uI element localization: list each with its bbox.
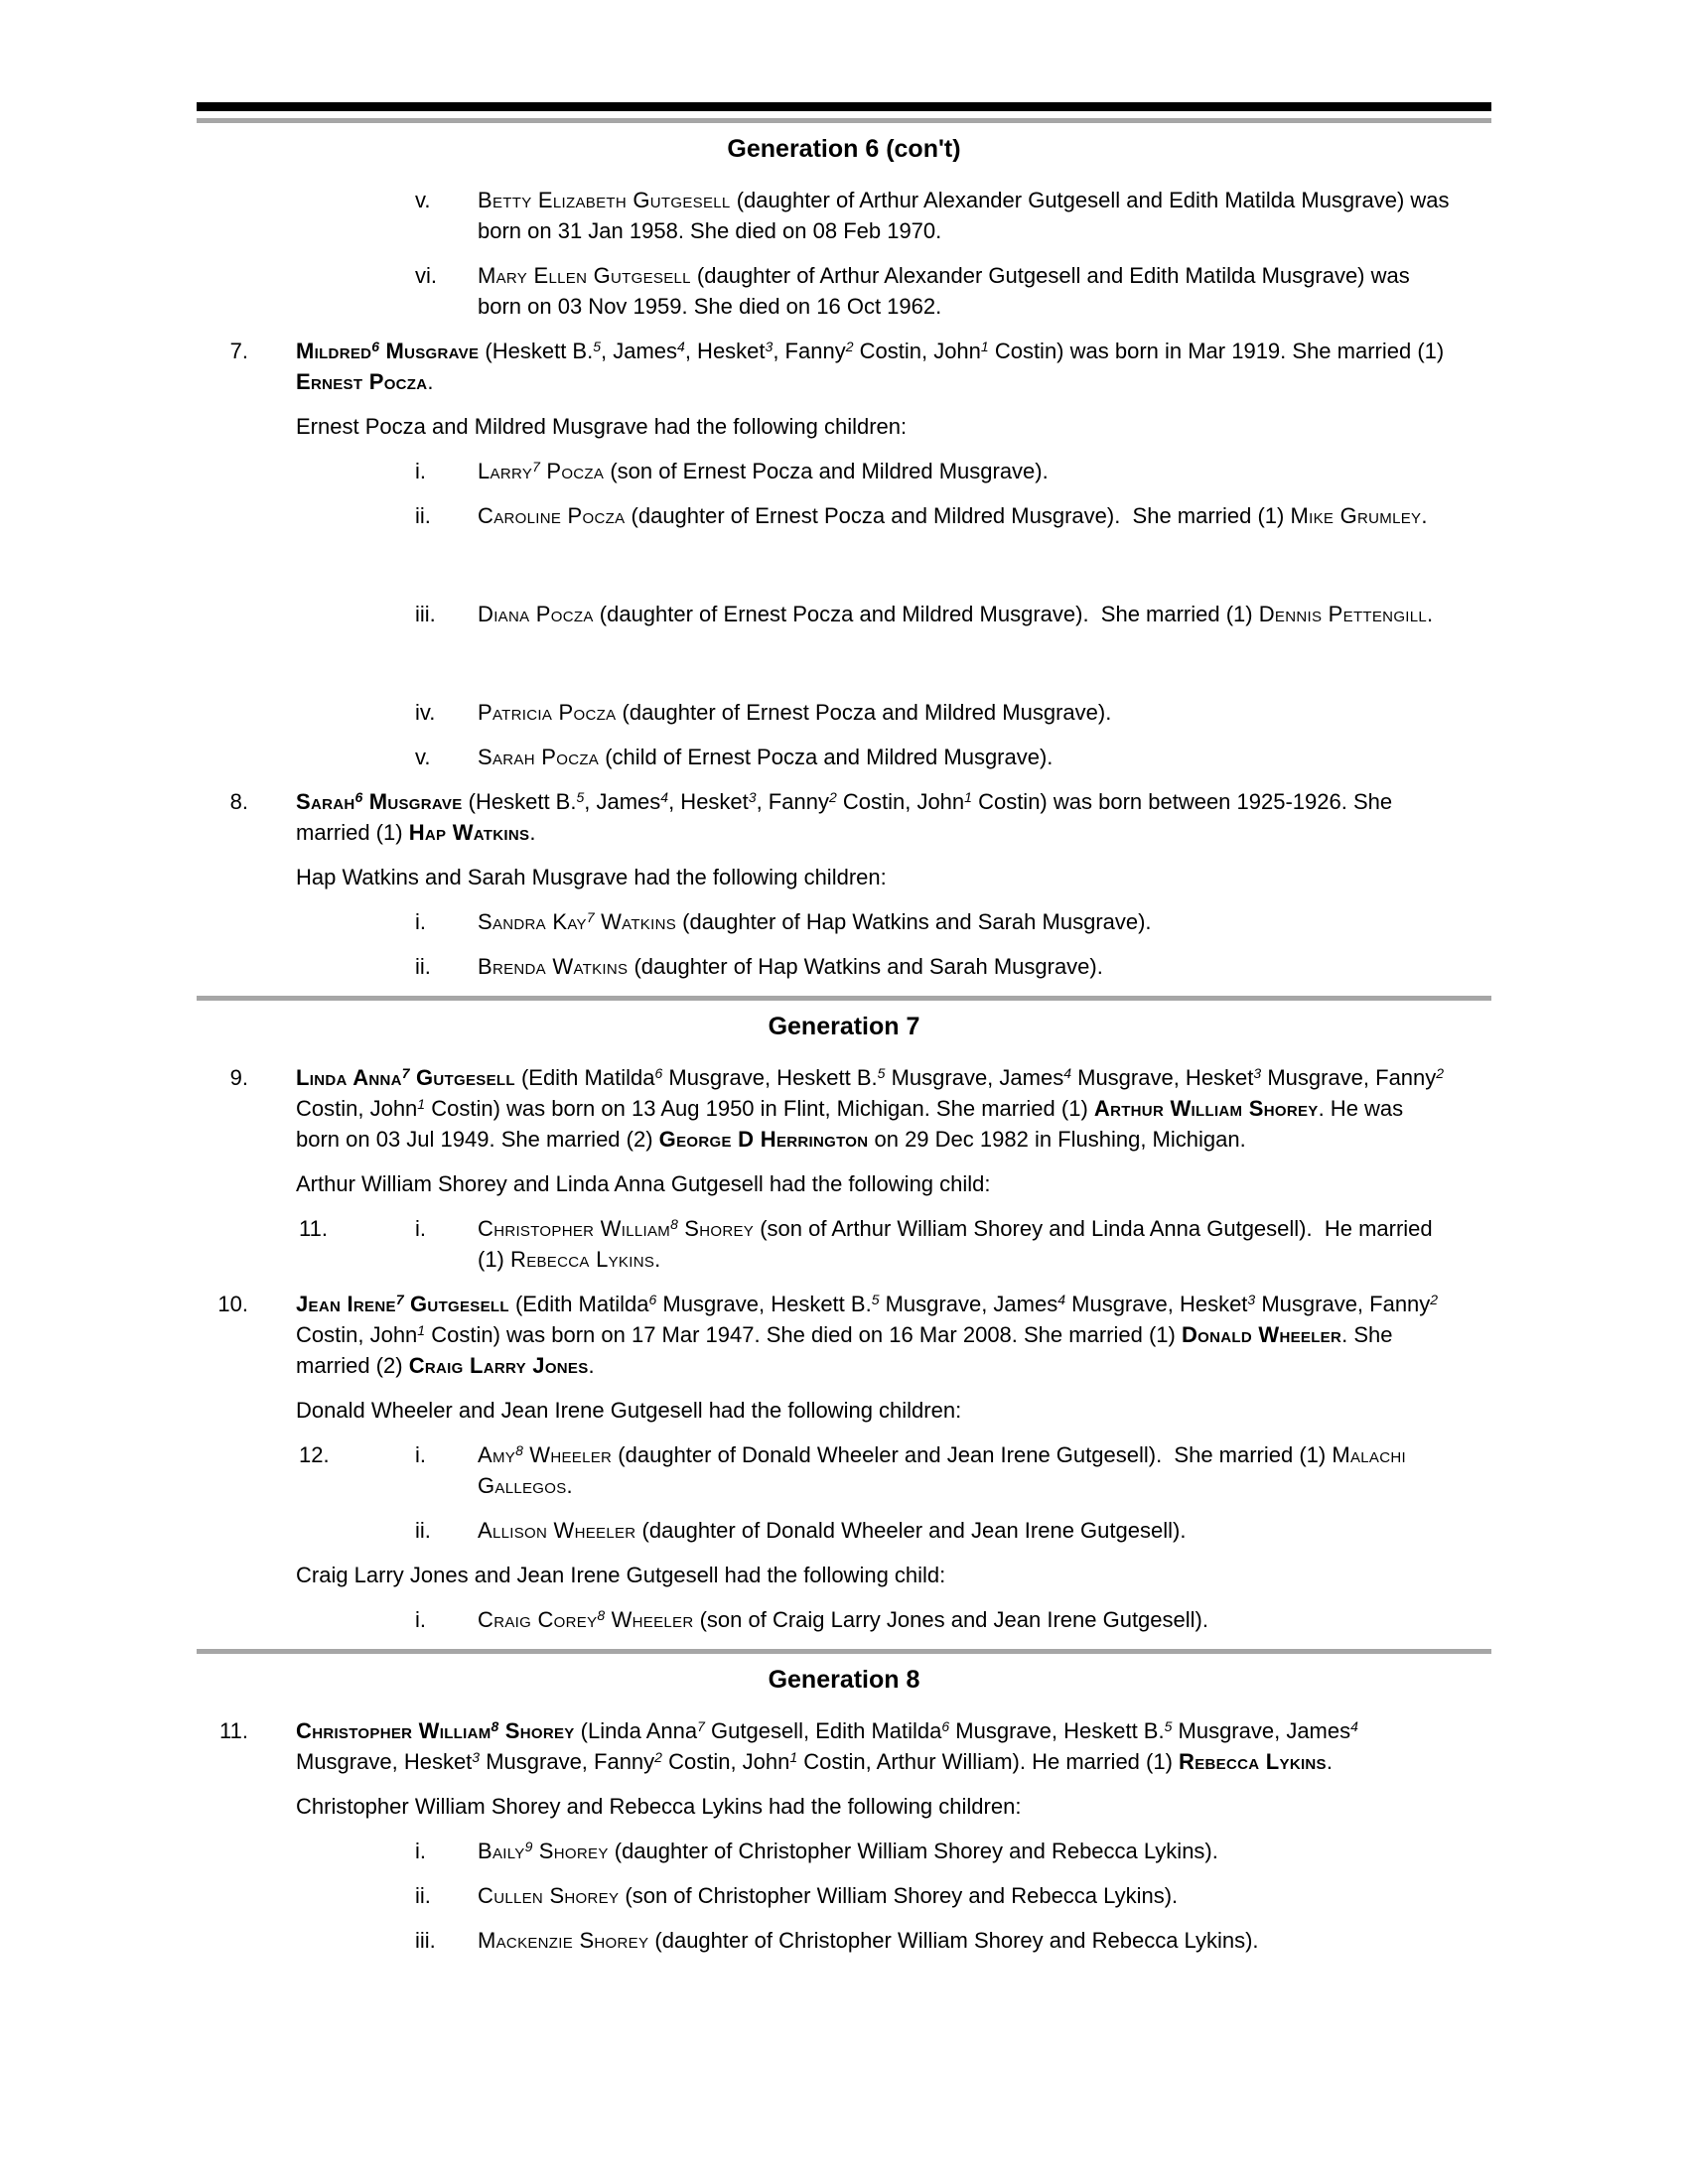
name-small-caps: Brenda Watkins: [478, 954, 629, 979]
section-heading: Generation 7: [768, 1013, 920, 1040]
plain-text: (son of Ernest Pocza and Mildred Musgrave).: [604, 459, 1049, 483]
child-entry: [197, 1880, 1491, 1911]
child-text: [478, 1515, 1456, 1546]
generation-superscript: 1: [417, 1096, 426, 1112]
name-small-caps: Musgrave: [379, 339, 480, 363]
generation-section: [197, 1649, 1491, 1956]
name-small-caps: Baily: [478, 1839, 525, 1863]
child-roman-numeral: i.: [415, 1607, 426, 1632]
plain-text: , James: [584, 789, 661, 814]
child-entry: [197, 599, 1491, 629]
name-small-caps: Shorey: [677, 1216, 755, 1241]
person-entry: [197, 1289, 1491, 1381]
plain-text: Musgrave, Fanny: [1255, 1292, 1431, 1316]
name-small-caps: Craig Corey: [478, 1607, 598, 1632]
plain-text: Costin) was born on 13 Aug 1950 in Flint, Michigan. She married (1): [425, 1096, 1094, 1121]
child-roman-numeral: i.: [415, 909, 426, 934]
name-small-caps: Jean Irene: [296, 1292, 396, 1316]
family-paragraph: [296, 1560, 1452, 1590]
person-text: [296, 1715, 1452, 1777]
plain-text: on 29 Dec 1982 in Flushing, Michigan.: [868, 1127, 1246, 1152]
person-number: 10.: [217, 1292, 248, 1316]
child-reference-number: [299, 1604, 415, 1635]
child-entry: [197, 697, 1491, 728]
plain-text: Donald Wheeler and Jean Irene Gutgesell had the following children:: [296, 1398, 962, 1423]
report-body: [197, 118, 1491, 1956]
child-reference-number: [299, 599, 415, 629]
section-heading: Generation 8: [768, 1666, 920, 1694]
name-small-caps: Musgrave: [362, 789, 463, 814]
plain-text: (Linda Anna: [574, 1718, 698, 1743]
plain-text: Gutgesell, Edith Matilda: [704, 1718, 942, 1743]
plain-text: Arthur William Shorey and Linda Anna Gutgesell had the following child:: [296, 1171, 991, 1196]
top-border-bar: [197, 102, 1491, 111]
child-reference-number: [299, 742, 415, 772]
generation-superscript: 2: [654, 1749, 662, 1765]
generation-superscript: 4: [1063, 1065, 1071, 1081]
generation-superscript: 5: [593, 339, 601, 354]
person-number: 8.: [229, 789, 248, 814]
child-entry: [197, 1925, 1491, 1956]
section-heading: Generation 6 (con't): [727, 135, 961, 163]
generation-superscript: 6: [648, 1292, 657, 1307]
child-text: [478, 185, 1456, 246]
plain-text: (daughter of Arthur Alexander Gutgesell and Edith Matilda Musgrave) was born on 31 Jan 1958. She died on 08 Feb 1970.: [478, 188, 1456, 243]
child-entry: [197, 456, 1491, 486]
generation-superscript: 4: [660, 789, 669, 805]
name-small-caps: Malachi Gallegos: [478, 1442, 1413, 1498]
child-text: [478, 1925, 1456, 1956]
child-roman-numeral: i.: [415, 1216, 426, 1241]
generation-section: [197, 118, 1491, 982]
plain-text: Musgrave, James: [1172, 1718, 1351, 1743]
plain-text: Costin, Arthur William). He married (1): [797, 1749, 1180, 1774]
child-roman-numeral: i.: [415, 1442, 426, 1467]
generation-superscript: 3: [472, 1749, 481, 1765]
plain-text: .: [588, 1353, 595, 1378]
child-entry: [197, 1213, 1491, 1275]
name-small-caps: Ernest Pocza: [296, 369, 428, 394]
plain-text: .: [529, 820, 536, 845]
page-content: [197, 102, 1491, 1970]
plain-text: Costin) was born between 1925-1926. She married (1): [296, 789, 1399, 845]
child-reference-number: 11.: [299, 1216, 328, 1241]
plain-text: Christopher William Shorey and Rebecca Lykins had the following children:: [296, 1794, 1022, 1819]
child-roman-numeral: vi.: [415, 263, 437, 288]
plain-text: (daughter of Christopher William Shorey and Rebecca Lykins).: [648, 1928, 1259, 1953]
child-roman-numeral: ii.: [415, 1518, 431, 1543]
plain-text: (daughter of Christopher William Shorey and Rebecca Lykins).: [608, 1839, 1218, 1863]
child-roman-numeral: i.: [415, 1839, 426, 1863]
plain-text: (daughter of Ernest Pocza and Mildred Musgrave). She married (1): [593, 602, 1259, 626]
plain-text: Costin, John: [661, 1749, 790, 1774]
plain-text: .: [1421, 503, 1428, 528]
child-roman-numeral: iii.: [415, 1928, 436, 1953]
name-small-caps: Shorey: [532, 1839, 609, 1863]
child-text: [478, 260, 1456, 322]
generation-superscript: 6: [354, 789, 363, 805]
child-entry: [197, 951, 1491, 982]
name-small-caps: Mackenzie Shorey: [478, 1928, 649, 1953]
generation-superscript: 3: [1247, 1292, 1256, 1307]
name-small-caps: Pocza: [539, 459, 605, 483]
name-small-caps: Craig Larry Jones: [408, 1353, 589, 1378]
person-entry: [197, 336, 1491, 397]
name-small-caps: Cullen Shorey: [478, 1883, 620, 1908]
plain-text: (daughter of Hap Watkins and Sarah Musgrave).: [676, 909, 1152, 934]
plain-text: , Hesket: [684, 339, 766, 363]
name-small-caps: Mildred: [296, 339, 372, 363]
child-text: [478, 1213, 1456, 1275]
generation-superscript: 8: [670, 1216, 678, 1232]
child-roman-numeral: v.: [415, 188, 431, 212]
name-small-caps: Arthur William Shorey: [1093, 1096, 1319, 1121]
name-small-caps: Rebecca Lykins: [510, 1247, 655, 1272]
child-text: [478, 1439, 1456, 1501]
person-number: 9.: [229, 1065, 248, 1090]
child-reference-number: 12.: [299, 1442, 330, 1467]
generation-superscript: 3: [765, 339, 774, 354]
child-entry: [197, 742, 1491, 772]
child-entry: [197, 260, 1491, 322]
plain-text: Musgrave, Hesket: [296, 1718, 1365, 1774]
child-text: [478, 599, 1456, 629]
generation-superscript: 2: [1430, 1292, 1439, 1307]
name-small-caps: George D Herrington: [658, 1127, 869, 1152]
section-divider-rule: [197, 118, 1491, 123]
plain-text: (daughter of Arthur Alexander Gutgesell and Edith Matilda Musgrave) was born on 03 Nov 1959. She died on 16 Oct 1962.: [478, 263, 1416, 319]
name-small-caps: Betty Elizabeth Gutgesell: [478, 188, 731, 212]
generation-superscript: 2: [1436, 1065, 1445, 1081]
child-roman-numeral: iii.: [415, 602, 436, 626]
plain-text: .: [1427, 602, 1434, 626]
generation-superscript: 1: [980, 339, 989, 354]
plain-text: Costin, John: [296, 1065, 1451, 1121]
name-small-caps: Donald Wheeler: [1181, 1322, 1342, 1347]
person-number: 11.: [219, 1718, 248, 1743]
name-small-caps: Sandra Kay: [478, 909, 587, 934]
generation-superscript: 5: [576, 789, 585, 805]
plain-text: (daughter of Donald Wheeler and Jean Irene Gutgesell). She married (1): [612, 1442, 1333, 1467]
child-roman-numeral: ii.: [415, 954, 431, 979]
child-text: [478, 456, 1456, 486]
child-text: [478, 500, 1456, 531]
plain-text: Musgrave, Hesket: [1071, 1065, 1254, 1090]
plain-text: Musgrave, James: [885, 1065, 1064, 1090]
child-roman-numeral: v.: [415, 745, 431, 769]
child-reference-number: [299, 1925, 415, 1956]
child-reference-number: [299, 185, 415, 246]
generation-superscript: 7: [586, 909, 595, 925]
name-small-caps: Sarah Pocza: [478, 745, 600, 769]
person-text: [296, 336, 1452, 397]
name-small-caps: Linda Anna: [296, 1065, 402, 1090]
generation-superscript: 4: [677, 339, 685, 354]
generation-superscript: 2: [845, 339, 854, 354]
person-text: [296, 1289, 1452, 1381]
child-text: [478, 906, 1456, 937]
family-paragraph: [296, 1395, 1452, 1426]
generation-superscript: 4: [1350, 1718, 1358, 1734]
name-small-caps: Watkins: [594, 909, 677, 934]
person-entry: [197, 1715, 1491, 1777]
plain-text: (daughter of Ernest Pocza and Mildred Musgrave). She married (1): [625, 503, 1291, 528]
name-small-caps: Dennis Pettengill: [1258, 602, 1428, 626]
plain-text: (Heskett B.: [462, 789, 577, 814]
child-reference-number: [299, 500, 415, 531]
child-text: [478, 951, 1456, 982]
child-reference-number: [299, 456, 415, 486]
generation-superscript: 9: [524, 1839, 533, 1854]
name-small-caps: Mary Ellen Gutgesell: [478, 263, 691, 288]
generation-superscript: 6: [371, 339, 380, 354]
plain-text: Musgrave, Heskett B.: [662, 1065, 878, 1090]
child-entry: [197, 1836, 1491, 1866]
plain-text: (Edith Matilda: [514, 1065, 655, 1090]
plain-text: Musgrave, James: [879, 1292, 1058, 1316]
plain-text: Musgrave, Heskett B.: [656, 1292, 872, 1316]
name-small-caps: Caroline Pocza: [478, 503, 626, 528]
child-roman-numeral: ii.: [415, 503, 431, 528]
plain-text: (child of Ernest Pocza and Mildred Musgrave).: [599, 745, 1054, 769]
name-small-caps: Shorey: [498, 1718, 575, 1743]
plain-text: Costin, John: [296, 1292, 1445, 1347]
generation-section: [197, 996, 1491, 1635]
plain-text: .: [1326, 1749, 1333, 1774]
name-small-caps: Amy: [478, 1442, 516, 1467]
generation-superscript: 5: [877, 1065, 886, 1081]
generation-superscript: 7: [697, 1718, 705, 1734]
generation-superscript: 5: [1164, 1718, 1173, 1734]
plain-text: , Fanny: [773, 339, 846, 363]
plain-text: (son of Craig Larry Jones and Jean Irene Gutgesell).: [693, 1607, 1208, 1632]
plain-text: . She married (2): [296, 1322, 1399, 1378]
generation-superscript: 7: [532, 459, 540, 475]
generation-superscript: 5: [871, 1292, 880, 1307]
plain-text: Musgrave, Heskett B.: [949, 1718, 1165, 1743]
name-small-caps: Hap Watkins: [408, 820, 530, 845]
section-divider-rule: [197, 1649, 1491, 1654]
plain-text: Costin) was born on 17 Mar 1947. She died on 16 Mar 2008. She married (1): [425, 1322, 1182, 1347]
child-entry: [197, 1515, 1491, 1546]
generation-superscript: 3: [1253, 1065, 1262, 1081]
child-text: [478, 1604, 1456, 1635]
generation-superscript: 3: [748, 789, 757, 805]
name-small-caps: Sarah: [296, 789, 355, 814]
plain-text: Costin) was born in Mar 1919. She married (1): [988, 339, 1451, 363]
plain-text: , James: [601, 339, 678, 363]
child-reference-number: [299, 697, 415, 728]
name-small-caps: Gutgesell: [403, 1292, 509, 1316]
family-paragraph: [296, 1791, 1452, 1822]
plain-text: Musgrave, Fanny: [480, 1749, 655, 1774]
family-paragraph: [296, 411, 1452, 442]
family-paragraph: [296, 1168, 1452, 1199]
person-number: 7.: [229, 339, 248, 363]
child-roman-numeral: i.: [415, 459, 426, 483]
child-reference-number: [299, 1880, 415, 1911]
child-text: [478, 1880, 1456, 1911]
name-small-caps: Mike Grumley: [1290, 503, 1422, 528]
generation-superscript: 1: [964, 789, 972, 805]
child-reference-number: [299, 951, 415, 982]
child-entry: [197, 1604, 1491, 1635]
plain-text: . He was born on 03 Jul 1949. She married (2): [296, 1096, 1410, 1152]
plain-text: Hap Watkins and Sarah Musgrave had the following children:: [296, 865, 887, 889]
child-entry: [197, 185, 1491, 246]
child-text: [478, 1836, 1456, 1866]
generation-superscript: 7: [395, 1292, 404, 1307]
name-small-caps: Patricia Pocza: [478, 700, 617, 725]
child-roman-numeral: ii.: [415, 1883, 431, 1908]
child-text: [478, 697, 1456, 728]
plain-text: Musgrave, Hesket: [1065, 1292, 1248, 1316]
generation-superscript: 7: [401, 1065, 410, 1081]
person-entry: [197, 786, 1491, 848]
plain-text: Ernest Pocza and Mildred Musgrave had the following children:: [296, 414, 908, 439]
plain-text: Craig Larry Jones and Jean Irene Gutgesell had the following child:: [296, 1563, 946, 1587]
child-roman-numeral: iv.: [415, 700, 436, 725]
name-small-caps: Larry: [478, 459, 533, 483]
name-small-caps: Rebecca Lykins: [1179, 1749, 1327, 1774]
plain-text: Costin, John: [853, 339, 981, 363]
generation-superscript: 2: [828, 789, 837, 805]
plain-text: .: [654, 1247, 661, 1272]
plain-text: , Hesket: [668, 789, 749, 814]
name-small-caps: Gutgesell: [409, 1065, 515, 1090]
child-text: [478, 742, 1456, 772]
generation-superscript: 4: [1057, 1292, 1066, 1307]
name-small-caps: Diana Pocza: [478, 602, 594, 626]
plain-text: (daughter of Donald Wheeler and Jean Irene Gutgesell).: [635, 1518, 1187, 1543]
name-small-caps: Wheeler: [522, 1442, 613, 1467]
person-text: [296, 786, 1452, 848]
generation-superscript: 8: [515, 1442, 523, 1458]
plain-text: Musgrave, Fanny: [1261, 1065, 1437, 1090]
generation-superscript: 1: [789, 1749, 798, 1765]
child-entry: [197, 906, 1491, 937]
person-entry: [197, 1062, 1491, 1155]
plain-text: (son of Christopher William Shorey and Rebecca Lykins).: [619, 1883, 1179, 1908]
generation-superscript: 1: [417, 1322, 426, 1338]
generation-superscript: 8: [597, 1607, 606, 1623]
section-divider-rule: [197, 996, 1491, 1001]
plain-text: (Edith Matilda: [508, 1292, 649, 1316]
child-entry: [197, 1439, 1491, 1501]
plain-text: , Fanny: [756, 789, 829, 814]
plain-text: (son of Arthur William Shorey and Linda Anna Gutgesell). He married (1): [478, 1216, 1439, 1272]
plain-text: (Heskett B.: [479, 339, 594, 363]
plain-text: .: [427, 369, 434, 394]
plain-text: Costin, John: [836, 789, 965, 814]
person-text: [296, 1062, 1452, 1155]
generation-superscript: 8: [491, 1718, 499, 1734]
name-small-caps: Allison Wheeler: [478, 1518, 636, 1543]
plain-text: (daughter of Ernest Pocza and Mildred Musgrave).: [616, 700, 1112, 725]
plain-text: (daughter of Hap Watkins and Sarah Musgrave).: [628, 954, 1103, 979]
name-small-caps: Christopher William: [478, 1216, 671, 1241]
name-small-caps: Christopher William: [296, 1718, 492, 1743]
child-reference-number: [299, 906, 415, 937]
name-small-caps: Wheeler: [605, 1607, 694, 1632]
generation-superscript: 6: [941, 1718, 950, 1734]
plain-text: .: [566, 1473, 573, 1498]
child-entry: [197, 500, 1491, 531]
child-reference-number: [299, 1515, 415, 1546]
family-paragraph: [296, 862, 1452, 892]
generation-superscript: 6: [654, 1065, 663, 1081]
child-reference-number: [299, 260, 415, 322]
child-reference-number: [299, 1836, 415, 1866]
